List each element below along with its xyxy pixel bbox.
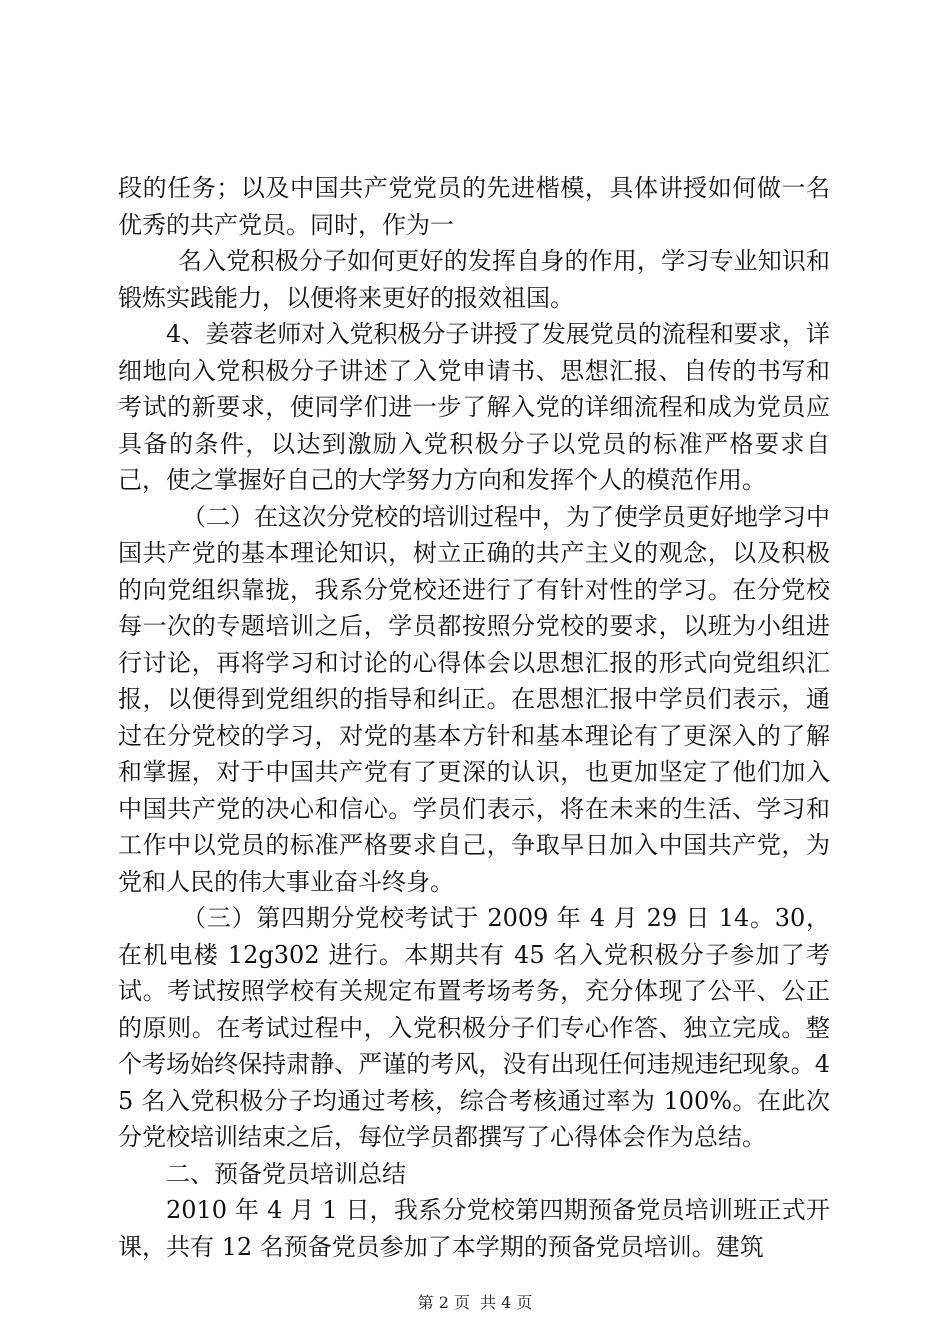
paragraph-section-3: （三）第四期分党校考试于 2009 年 4 月 29 日 14。30，在机电楼 12g302 进行。本期共有 45 名入党积极分子参加了考试。考试按照学校有关规定布置考场考务，充分体现了公平、公正的原则。在考试过程中，入党积极分子们专心作答、独立完成。整个考场始终保持肃静、严谨的考风，没有出现任何违规违纪现象。45 名入党积极分子均通过考核，综合考核通过率为 100%。在此次分党校培训结束之后，每位学员都撰写了心得体会作为总结。 xyxy=(118,904,830,1151)
page-footer xyxy=(0,1290,950,1313)
page-total: 共 4 页 xyxy=(480,1293,533,1312)
paragraph-activist-role: 名入党积极分子如何更好的发挥自身的作用，学习专业知识和锻炼实践能力，以便将来更好的报效祖国。 xyxy=(118,247,830,312)
paragraph-probationary-training: 2010 年 4 月 1 日，我系分党校第四期预备党员培训班正式开课，共有 12 名预备党员参加了本学期的预备党员培训。建筑 xyxy=(118,1196,830,1261)
paragraph-item-4: 4、姜蓉老师对入党积极分子讲授了发展党员的流程和要求，详细地向入党积极分子讲述了入党申请书、思想汇报、自传的书写和考试的新要求，使同学们进一步了解入党的详细流程和成为党员应具备的条件，以达到激励入党积极分子以党员的标准严格要求自己，使之掌握好自己的大学努力方向和发挥个人的模范作用。 xyxy=(118,320,830,494)
section-heading-probationary: 二、预备党员培训总结 xyxy=(166,1159,406,1188)
paragraph-section-2: （二）在这次分党校的培训过程中，为了使学员更好地学习中国共产党的基本理论知识，树立正确的共产主义的观念，以及积极的向党组织靠拢，我系分党校还进行了有针对性的学习。在分党校每一次的专题培训之后，学员都按照分党校的要求，以班为小组进行讨论，再将学习和讨论的心得体会以思想汇报的形式向党组织汇报，以便得到党组织的指导和纠正。在思想汇报中学员们表示，通过在分党校的学习，对党的基本方针和基本理论有了更深入的了解和掌握，对于中国共产党有了更深的认识，也更加坚定了他们加入中国共产党的决心和信心。学员们表示，将在未来的生活、学习和工作中以党员的标准严格要求自己，争取早日加入中国共产党，为党和人民的伟大事业奋斗终身。 xyxy=(118,502,830,896)
page-number: 第 2 页 xyxy=(417,1293,470,1312)
body-text xyxy=(118,170,830,1265)
paragraph-task-continuation: 段的任务；以及中国共产党党员的先进楷模，具体讲授如何做一名优秀的共产党员。同时，作为一 xyxy=(118,174,830,239)
